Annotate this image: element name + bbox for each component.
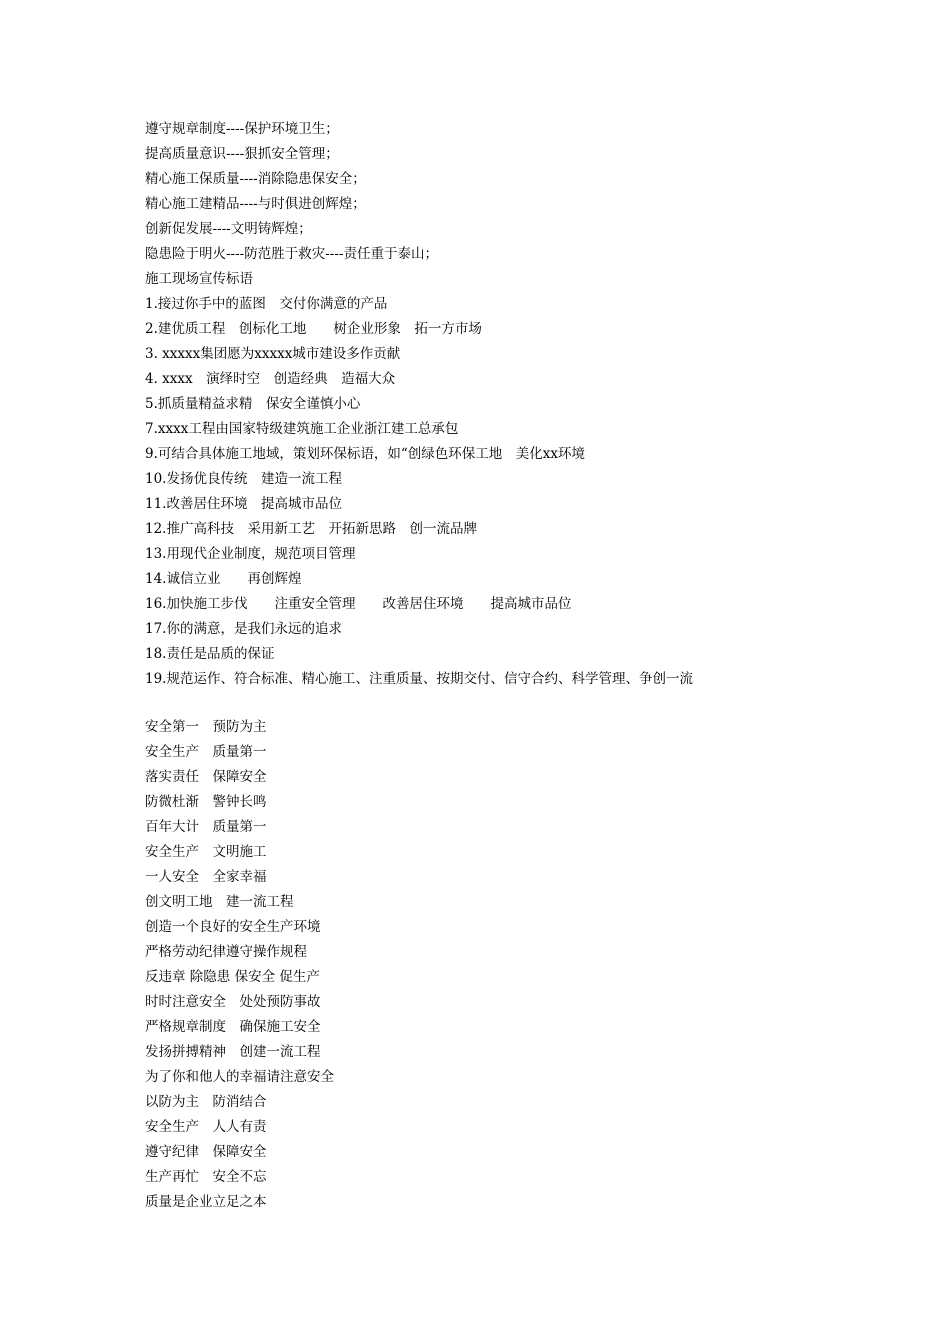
text-line: 安全第一 预防为主 bbox=[145, 719, 267, 735]
slogan-list-section-2 bbox=[145, 715, 845, 1215]
text-line: 遵守规章制度----保护环境卫生； bbox=[145, 121, 339, 137]
text-line: 以防为主 防消结合 bbox=[145, 1094, 267, 1110]
text-line: 11.改善居住环境 提高城市品位 bbox=[145, 496, 342, 512]
text-line: 3. xxxxx集团愿为xxxxx城市建设多作贡献 bbox=[145, 346, 401, 362]
slogan-list-section-1 bbox=[145, 117, 845, 692]
text-line: 安全生产 人人有责 bbox=[145, 1119, 267, 1135]
text-line: 遵守纪律 保障安全 bbox=[145, 1144, 267, 1160]
text-line: 时时注意安全 处处预防事故 bbox=[145, 994, 321, 1010]
text-line: 4. xxxx 演绎时空 创造经典 造福大众 bbox=[145, 371, 396, 387]
text-line: 安全生产 质量第一 bbox=[145, 744, 267, 760]
text-line: 创新促发展----文明铸辉煌； bbox=[145, 221, 312, 237]
text-line: 12.推广高科技 采用新工艺 开拓新思路 创一流品牌 bbox=[145, 521, 477, 537]
text-line: 16.加快施工步伐 注重安全管理 改善居住环境 提高城市品位 bbox=[145, 596, 572, 612]
text-line: 14.诚信立业 再创辉煌 bbox=[145, 571, 302, 587]
text-line: 一人安全 全家幸福 bbox=[145, 869, 267, 885]
text-line: 1.接过你手中的蓝图 交付你满意的产品 bbox=[145, 296, 388, 312]
text-line: 发扬拼搏精神 创建一流工程 bbox=[145, 1044, 321, 1060]
text-line: 创造一个良好的安全生产环境 bbox=[145, 919, 321, 935]
text-line: 提高质量意识----狠抓安全管理； bbox=[145, 146, 339, 162]
text-line: 7.xxxx工程由国家特级建筑施工企业浙江建工总承包 bbox=[145, 421, 459, 437]
text-line: 防微杜渐 警钟长鸣 bbox=[145, 794, 267, 810]
text-line: 10.发扬优良传统 建造一流工程 bbox=[145, 471, 342, 487]
text-line: 严格劳动纪律遵守操作规程 bbox=[145, 944, 307, 960]
text-line: 安全生产 文明施工 bbox=[145, 844, 267, 860]
text-line: 2.建优质工程 创标化工地 树企业形象 拓一方市场 bbox=[145, 321, 482, 337]
text-line: 19.规范运作、符合标准、精心施工、注重质量、按期交付、信守合约、科学管理、争创一流 bbox=[145, 671, 693, 687]
text-line: 创文明工地 建一流工程 bbox=[145, 894, 294, 910]
text-line: 13.用现代企业制度，规范项目管理 bbox=[145, 546, 356, 562]
text-line: 隐患险于明火----防范胜于救灾----责任重于泰山； bbox=[145, 246, 438, 262]
text-line: 生产再忙 安全不忘 bbox=[145, 1169, 267, 1185]
text-line: 反违章 除隐患 保安全 促生产 bbox=[145, 969, 320, 985]
text-line: 9.可结合具体施工地域，策划环保标语，如“创绿色环保工地 美化xx环境 bbox=[145, 446, 586, 462]
text-line: 18.责任是品质的保证 bbox=[145, 646, 275, 662]
text-line: 为了你和他人的幸福请注意安全 bbox=[145, 1069, 334, 1085]
section-heading: 施工现场宣传标语 bbox=[145, 271, 253, 287]
text-line: 精心施工建精品----与时俱进创辉煌； bbox=[145, 196, 366, 212]
text-line: 落实责任 保障安全 bbox=[145, 769, 267, 785]
text-line: 5.抓质量精益求精 保安全谨慎小心 bbox=[145, 396, 361, 412]
text-line: 质量是企业立足之本 bbox=[145, 1194, 267, 1210]
text-line: 精心施工保质量----消除隐患保安全； bbox=[145, 171, 366, 187]
text-line: 严格规章制度 确保施工安全 bbox=[145, 1019, 321, 1035]
text-line: 17.你的满意，是我们永远的追求 bbox=[145, 621, 342, 637]
text-line: 百年大计 质量第一 bbox=[145, 819, 267, 835]
